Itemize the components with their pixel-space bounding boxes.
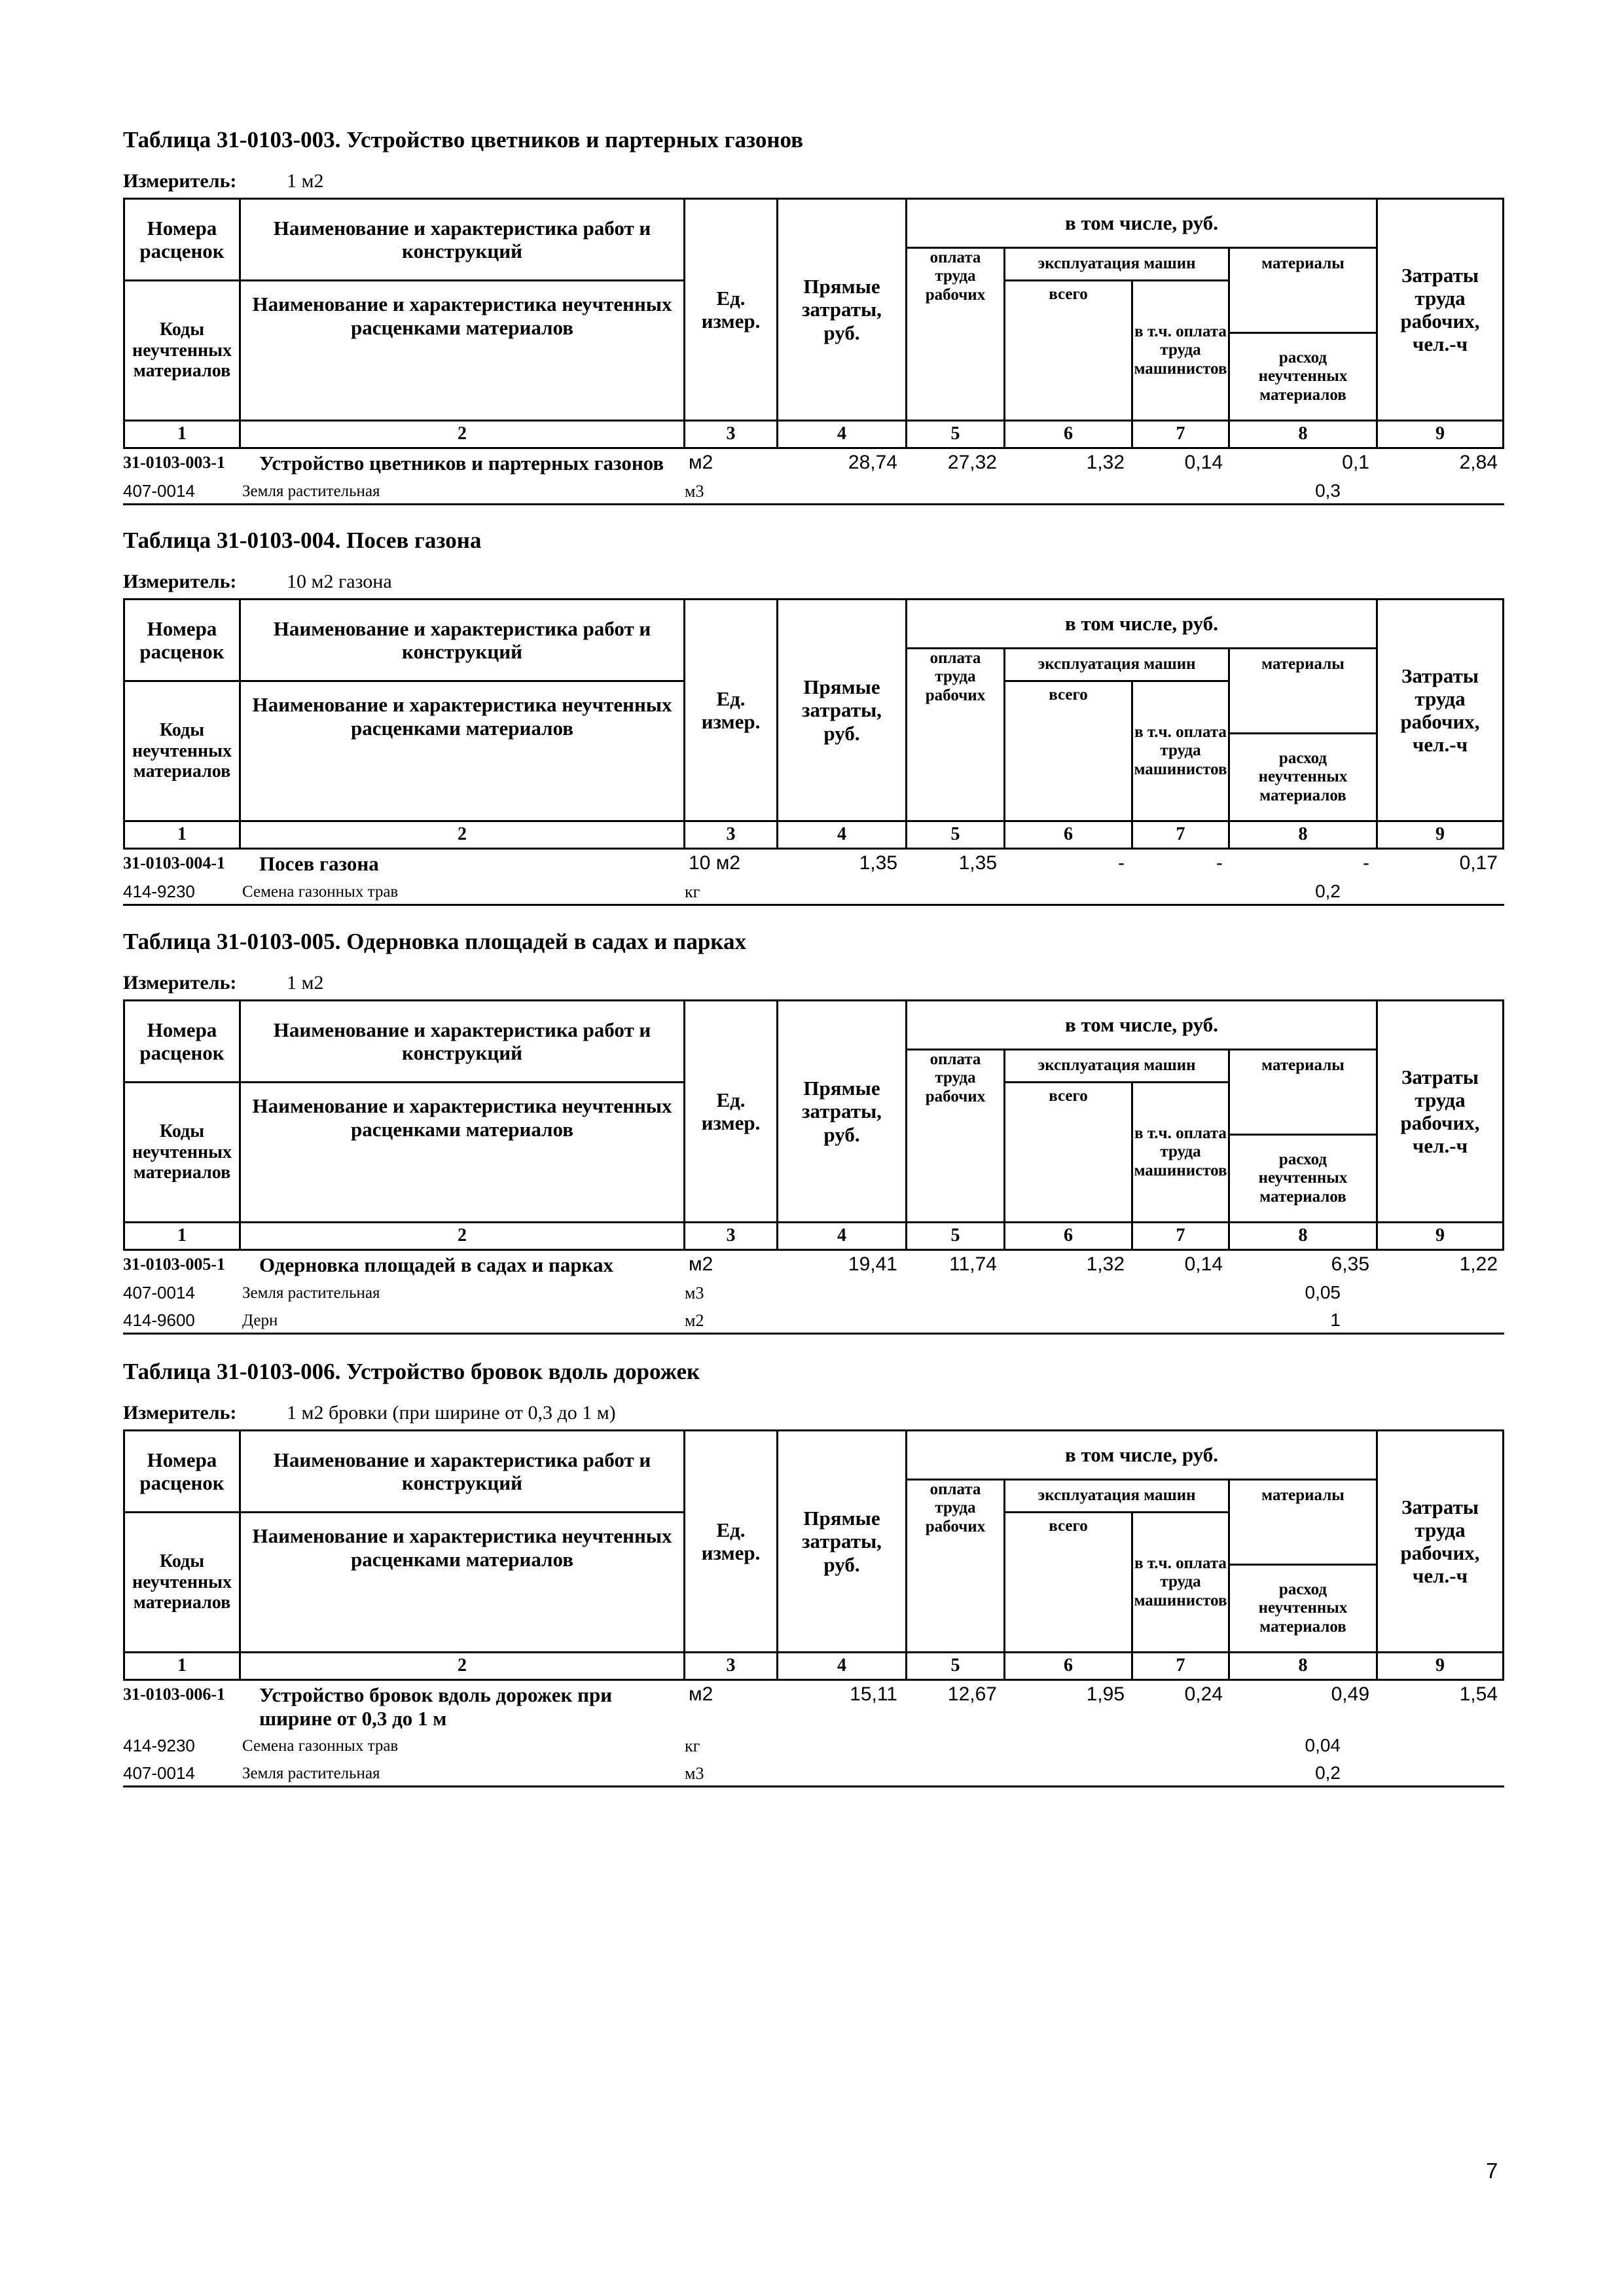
header-wages: оплата труда рабочих — [925, 249, 986, 304]
rate-name: Устройство цветников и партерных газонов — [259, 452, 664, 475]
header-machines-wages: в т.ч. оплата труда машинистов — [1134, 1124, 1227, 1179]
material-name: Семена газонных трав — [242, 883, 399, 901]
material-code: 407-0014 — [123, 481, 195, 501]
table-row-material — [123, 476, 1504, 503]
colnum-4: 4 — [837, 423, 846, 444]
header-materials: материалы — [1261, 255, 1344, 273]
table-row-main — [123, 850, 1504, 876]
rate-materials: 6,35 — [1331, 1253, 1369, 1275]
header-wages: оплата труда рабочих — [925, 1480, 986, 1535]
header-unit: Ед. измер. — [701, 1088, 761, 1134]
header-labor: Затраты труда рабочих, чел.-ч — [1400, 664, 1480, 757]
colnum-4: 4 — [837, 1655, 846, 1676]
rate-machines-wages: 0,14 — [1184, 452, 1223, 473]
header-materials: материалы — [1261, 655, 1344, 673]
rate-machines-wages: - — [1216, 852, 1223, 874]
table-body — [123, 449, 1504, 505]
colnum-9: 9 — [1435, 1655, 1445, 1676]
colnum-5: 5 — [950, 1655, 960, 1676]
measure-label: Измеритель: — [123, 972, 237, 994]
colnum-5: 5 — [950, 423, 960, 444]
column-numbers-row — [123, 1653, 1504, 1681]
header-materials: материалы — [1261, 1486, 1344, 1505]
material-name: Земля растительная — [242, 1284, 380, 1302]
material-unit: м3 — [685, 482, 704, 501]
material-code: 414-9600 — [123, 1310, 195, 1330]
rate-code: 31-0103-004-1 — [123, 853, 225, 872]
rate-machines-wages: 0,14 — [1184, 1253, 1223, 1275]
header-including: в том числе, руб. — [1064, 211, 1218, 235]
header-machines: эксплуатация машин — [1038, 1056, 1196, 1075]
header-name: Наименование и характеристика работ и конструкций — [273, 617, 651, 663]
header-unit: Ед. измер. — [701, 1518, 761, 1564]
material-amount: 0,2 — [1315, 881, 1341, 901]
colnum-6: 6 — [1064, 1655, 1073, 1676]
measure-label: Измеритель: — [123, 571, 237, 592]
table-section-004 — [123, 524, 1504, 906]
colnum-8: 8 — [1298, 423, 1308, 444]
header-unit: Ед. измер. — [701, 687, 761, 733]
column-numbers-row — [123, 422, 1504, 449]
rate-unit: 10 м2 — [689, 852, 741, 874]
material-unit: кг — [685, 882, 700, 901]
header-direct: Прямые затраты, руб. — [802, 675, 882, 745]
header-materials-unaccounted: расход неучтенных материалов — [1258, 1581, 1348, 1636]
rate-direct: 19,41 — [848, 1253, 897, 1275]
colnum-2: 2 — [458, 1225, 467, 1246]
material-amount: 1 — [1330, 1310, 1341, 1330]
colnum-7: 7 — [1176, 824, 1185, 844]
material-amount: 0,2 — [1315, 1763, 1341, 1783]
table-row-material — [123, 1758, 1504, 1785]
header-wages: оплата труда рабочих — [925, 1050, 986, 1105]
header-machines-wages: в т.ч. оплата труда машинистов — [1134, 323, 1227, 378]
measure-value: 1 м2 бровки (при ширине от 0,3 до 1 м) — [287, 1402, 616, 1424]
material-amount: 0,3 — [1315, 480, 1341, 501]
measure-line — [123, 1397, 1504, 1429]
table-section-005 — [123, 925, 1504, 1335]
header-numbers: Номера расценок — [139, 1018, 225, 1064]
colnum-8: 8 — [1298, 824, 1308, 844]
colnum-9: 9 — [1435, 824, 1445, 844]
table-row-material — [123, 876, 1504, 904]
table-body — [123, 1681, 1504, 1787]
header-machines: эксплуатация машин — [1038, 1486, 1196, 1505]
colnum-3: 3 — [726, 824, 736, 844]
measure-line — [123, 165, 1504, 198]
header-materials-unaccounted: расход неучтенных материалов — [1258, 1151, 1348, 1206]
column-numbers-row — [123, 822, 1504, 850]
header-codes: Коды неучтенных материалов — [132, 1121, 232, 1183]
colnum-3: 3 — [726, 423, 736, 444]
table-row-main — [123, 449, 1504, 476]
material-amount: 0,05 — [1305, 1282, 1341, 1302]
header-including: в том числе, руб. — [1064, 1443, 1218, 1467]
table-title: Таблица 31-0103-006. Устройство бровок вдоль дорожек — [123, 1359, 700, 1384]
header-materials: материалы — [1261, 1056, 1344, 1075]
measure-line — [123, 967, 1504, 999]
rate-wages: 27,32 — [947, 452, 997, 473]
colnum-2: 2 — [458, 1655, 467, 1676]
colnum-7: 7 — [1176, 1655, 1185, 1676]
rate-code: 31-0103-005-1 — [123, 1255, 225, 1274]
material-code: 407-0014 — [123, 1763, 195, 1783]
header-machines: эксплуатация машин — [1038, 655, 1196, 673]
material-name: Дерн — [242, 1312, 278, 1329]
header-name: Наименование и характеристика работ и конструкций — [273, 1018, 651, 1064]
colnum-1: 1 — [177, 824, 187, 844]
table-row-main — [123, 1681, 1504, 1731]
measure-value: 10 м2 газона — [287, 571, 392, 592]
material-code: 414-9230 — [123, 1736, 195, 1755]
page-number: 7 — [1486, 2159, 1498, 2183]
table-title: Таблица 31-0103-005. Одерновка площадей в садах и парках — [123, 929, 746, 954]
rate-name: Одерновка площадей в садах и парках — [259, 1253, 614, 1276]
header-codes: Коды неучтенных материалов — [132, 1551, 232, 1613]
rate-direct: 1,35 — [859, 852, 897, 874]
header-machines: эксплуатация машин — [1038, 255, 1196, 273]
rate-unit: м2 — [689, 452, 713, 473]
colnum-9: 9 — [1435, 1225, 1445, 1246]
colnum-9: 9 — [1435, 423, 1445, 444]
rate-wages: 1,35 — [958, 852, 997, 874]
rate-materials: 0,1 — [1342, 452, 1369, 473]
measure-label: Измеритель: — [123, 170, 237, 192]
rate-machines-wages: 0,24 — [1184, 1683, 1223, 1705]
header-direct: Прямые затраты, руб. — [802, 1507, 882, 1576]
rate-labor: 1,22 — [1459, 1253, 1498, 1275]
table-header — [123, 999, 1504, 1223]
header-machines-wages: в т.ч. оплата труда машинистов — [1134, 1554, 1227, 1609]
header-machines-total: всего — [1049, 1086, 1088, 1105]
header-codes: Коды неучтенных материалов — [132, 319, 232, 382]
material-unit: м3 — [685, 1283, 704, 1302]
header-materials-unaccounted: расход неучтенных материалов — [1258, 749, 1348, 804]
header-machines-wages: в т.ч. оплата труда машинистов — [1134, 723, 1227, 778]
colnum-8: 8 — [1298, 1225, 1308, 1246]
measure-value: 1 м2 — [287, 170, 324, 192]
table-title: Таблица 31-0103-004. Посев газона — [123, 528, 482, 553]
table-body — [123, 1251, 1504, 1335]
colnum-5: 5 — [950, 824, 960, 844]
table-row-material — [123, 1305, 1504, 1333]
rate-labor: 1,54 — [1459, 1683, 1498, 1705]
header-name-materials: Наименование и характеристика неучтенных расценками материалов — [252, 1094, 672, 1141]
table-title: Таблица 31-0103-003. Устройство цветников и партерных газонов — [123, 127, 804, 152]
colnum-1: 1 — [177, 1225, 187, 1246]
rate-code: 31-0103-003-1 — [123, 453, 225, 472]
header-direct: Прямые затраты, руб. — [802, 275, 882, 344]
rate-unit: м2 — [689, 1253, 713, 1275]
material-name: Семена газонных трав — [242, 1737, 399, 1755]
header-labor: Затраты труда рабочих, чел.-ч — [1400, 1495, 1480, 1588]
header-name-materials: Наименование и характеристика неучтенных расценками материалов — [252, 293, 672, 339]
colnum-6: 6 — [1064, 1225, 1073, 1246]
colnum-6: 6 — [1064, 423, 1073, 444]
rate-wages: 11,74 — [949, 1253, 997, 1275]
material-unit: м3 — [685, 1764, 704, 1783]
header-numbers: Номера расценок — [139, 617, 225, 663]
material-amount: 0,04 — [1305, 1735, 1341, 1755]
rate-direct: 28,74 — [848, 452, 897, 473]
material-unit: м2 — [685, 1311, 704, 1330]
header-numbers: Номера расценок — [139, 1448, 225, 1494]
rate-labor: 2,84 — [1459, 452, 1498, 473]
header-name-materials: Наименование и характеристика неучтенных расценками материалов — [252, 1524, 672, 1571]
header-including: в том числе, руб. — [1064, 612, 1218, 636]
measure-value: 1 м2 — [287, 972, 324, 994]
rate-materials: - — [1363, 852, 1369, 874]
column-numbers-row — [123, 1223, 1504, 1251]
header-materials-unaccounted: расход неучтенных материалов — [1258, 349, 1348, 404]
colnum-5: 5 — [950, 1225, 960, 1246]
header-machines-total: всего — [1049, 285, 1088, 303]
colnum-3: 3 — [726, 1655, 736, 1676]
header-machines-total: всего — [1049, 1516, 1088, 1535]
header-labor: Затраты труда рабочих, чел.-ч — [1400, 263, 1480, 356]
rate-machines: 1,32 — [1086, 452, 1125, 473]
colnum-6: 6 — [1064, 824, 1073, 844]
header-numbers: Номера расценок — [139, 216, 225, 262]
material-code: 407-0014 — [123, 1283, 195, 1302]
rate-unit: м2 — [689, 1683, 713, 1705]
measure-label: Измеритель: — [123, 1402, 237, 1424]
header-unit: Ед. измер. — [701, 286, 761, 332]
table-header — [123, 1429, 1504, 1653]
colnum-2: 2 — [458, 824, 467, 844]
colnum-4: 4 — [837, 824, 846, 844]
header-codes: Коды неучтенных материалов — [132, 720, 232, 782]
table-row-material — [123, 1278, 1504, 1305]
colnum-3: 3 — [726, 1225, 736, 1246]
rate-wages: 12,67 — [947, 1683, 997, 1705]
rate-code: 31-0103-006-1 — [123, 1685, 225, 1704]
measure-line — [123, 565, 1504, 598]
colnum-7: 7 — [1176, 1225, 1185, 1246]
header-name-materials: Наименование и характеристика неучтенных расценками материалов — [252, 693, 672, 740]
rate-materials: 0,49 — [1331, 1683, 1369, 1705]
table-row-main — [123, 1251, 1504, 1278]
rate-labor: 0,17 — [1459, 852, 1498, 874]
header-machines-total: всего — [1049, 685, 1088, 704]
rate-machines: 1,32 — [1086, 1253, 1125, 1275]
table-section-006 — [123, 1355, 1504, 1787]
rate-name: Устройство бровок вдоль дорожек при ширине от 0,3 до 1 м — [259, 1683, 613, 1730]
rate-direct: 15,11 — [850, 1683, 897, 1705]
header-wages: оплата труда рабочих — [925, 649, 986, 704]
material-name: Земля растительная — [242, 1765, 380, 1782]
header-including: в том числе, руб. — [1064, 1013, 1218, 1037]
colnum-4: 4 — [837, 1225, 846, 1246]
colnum-1: 1 — [177, 423, 187, 444]
colnum-8: 8 — [1298, 1655, 1308, 1676]
material-code: 414-9230 — [123, 882, 195, 901]
header-direct: Прямые затраты, руб. — [802, 1077, 882, 1146]
colnum-7: 7 — [1176, 423, 1185, 444]
rate-machines: 1,95 — [1086, 1683, 1125, 1705]
table-header — [123, 598, 1504, 822]
colnum-1: 1 — [177, 1655, 187, 1676]
table-body — [123, 850, 1504, 906]
rate-name: Посев газона — [259, 852, 379, 875]
table-row-material — [123, 1731, 1504, 1758]
material-unit: кг — [685, 1736, 700, 1755]
header-name: Наименование и характеристика работ и конструкций — [273, 216, 651, 262]
material-name: Земля растительная — [242, 482, 380, 500]
header-name: Наименование и характеристика работ и конструкций — [273, 1448, 651, 1494]
rate-machines: - — [1118, 852, 1125, 874]
header-labor: Затраты труда рабочих, чел.-ч — [1400, 1065, 1480, 1158]
colnum-2: 2 — [458, 423, 467, 444]
table-header — [123, 198, 1504, 422]
table-section-003 — [123, 123, 1504, 505]
